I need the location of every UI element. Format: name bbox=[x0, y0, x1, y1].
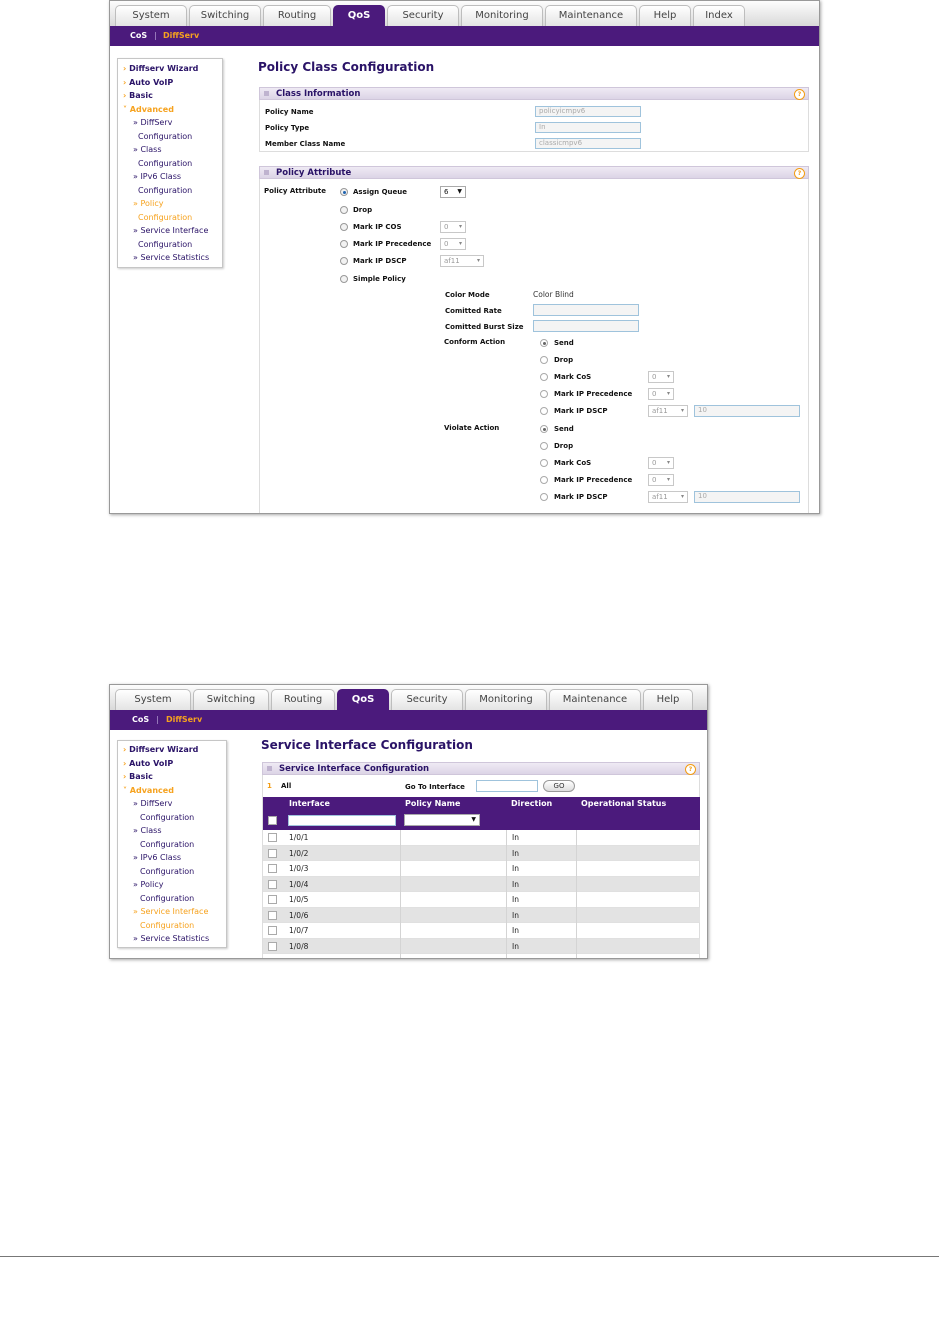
committed-rate-label: Comitted Rate bbox=[445, 307, 502, 315]
row-direction: In bbox=[512, 895, 519, 904]
policy-attr-title: Policy Attribute bbox=[276, 168, 352, 178]
row-checkbox[interactable] bbox=[268, 911, 277, 920]
collapse-icon[interactable] bbox=[267, 766, 272, 771]
table-row[interactable] bbox=[263, 908, 700, 924]
sidebar-item-service-statistics[interactable]: » Service Statistics bbox=[133, 934, 210, 943]
sidebar-item-class-config[interactable]: Configuration bbox=[138, 158, 193, 168]
subnav-cos[interactable]: CoS bbox=[130, 31, 148, 40]
tab-security[interactable]: Security bbox=[387, 5, 459, 26]
goto-interface-label: Go To Interface bbox=[405, 783, 465, 791]
table-row[interactable] bbox=[263, 877, 700, 893]
conform-mark-dscp-radio[interactable] bbox=[540, 407, 548, 415]
policy-name-label: Policy Name bbox=[265, 108, 314, 116]
help-icon[interactable]: ? bbox=[794, 168, 805, 179]
simple-policy-radio[interactable] bbox=[340, 275, 348, 283]
policy-name-field: policyicmpv6 bbox=[535, 106, 641, 117]
violate-cos-select[interactable]: 0 ▾ bbox=[648, 457, 674, 469]
tab-switching[interactable]: Switching bbox=[193, 689, 269, 710]
row-interface: 1/0/5 bbox=[289, 895, 309, 904]
help-icon[interactable]: ? bbox=[685, 764, 696, 775]
chevron-down-icon: ▾ bbox=[458, 223, 462, 230]
violate-send-label: Send bbox=[554, 425, 574, 433]
violate-mark-cos-radio[interactable] bbox=[540, 459, 548, 467]
chevron-down-icon: ▼ bbox=[457, 188, 462, 195]
color-mode-label: Color Mode bbox=[445, 291, 490, 299]
col-direction[interactable]: Direction bbox=[511, 799, 553, 808]
color-mode-value: Color Blind bbox=[533, 290, 574, 299]
violate-dscp-value-input[interactable]: 10 bbox=[694, 491, 800, 503]
collapse-icon[interactable] bbox=[264, 170, 269, 175]
mark-ip-precedence-radio[interactable] bbox=[340, 240, 348, 248]
tab-system[interactable]: System bbox=[115, 5, 187, 26]
violate-drop-radio[interactable] bbox=[540, 442, 548, 450]
tab-security[interactable]: Security bbox=[391, 689, 463, 710]
top-tab-bar bbox=[110, 1, 819, 27]
arrow-icon: › bbox=[123, 64, 130, 73]
tab-system[interactable]: System bbox=[115, 689, 191, 710]
panel-title: Service Interface Configuration bbox=[279, 764, 430, 774]
conform-cos-select[interactable]: 0 ▾ bbox=[648, 371, 674, 383]
sidebar-item-diffserv-config[interactable]: Configuration bbox=[138, 131, 193, 141]
sidebar-item-policy[interactable]: » Policy bbox=[133, 880, 164, 889]
member-class-field: classicmpv6 bbox=[535, 138, 641, 149]
arrow-icon: › bbox=[123, 772, 130, 781]
chevron-down-icon: ▾ bbox=[680, 493, 684, 500]
table-row[interactable] bbox=[263, 923, 700, 939]
violate-drop-label: Drop bbox=[554, 442, 574, 450]
tab-qos[interactable]: QoS bbox=[337, 689, 389, 710]
mark-ip-precedence-select[interactable]: 0 ▾ bbox=[440, 238, 466, 250]
all-label[interactable]: All bbox=[281, 782, 292, 790]
chevron-down-icon: ▾ bbox=[666, 390, 670, 397]
all-count: 1 bbox=[267, 782, 272, 790]
sub-nav-bar bbox=[110, 710, 707, 730]
row-checkbox[interactable] bbox=[268, 880, 277, 889]
conform-send-label: Send bbox=[554, 339, 574, 347]
sub-nav-bar bbox=[110, 26, 819, 46]
mark-ip-precedence-label: Mark IP Precedence bbox=[353, 240, 432, 248]
top-tab-bar bbox=[110, 685, 707, 711]
row-interface: 1/0/7 bbox=[289, 926, 309, 935]
column-divider bbox=[506, 830, 507, 958]
violate-mark-dscp-radio[interactable] bbox=[540, 493, 548, 501]
conform-mark-cos-radio[interactable] bbox=[540, 373, 548, 381]
conform-prec-select[interactable]: 0 ▾ bbox=[648, 388, 674, 400]
sidebar-item-diffserv[interactable]: » DiffServ bbox=[133, 799, 173, 808]
col-interface[interactable]: Interface bbox=[289, 799, 330, 808]
sidebar-item-service-interface[interactable]: » Service Interface bbox=[133, 226, 209, 235]
conform-mark-dscp-label: Mark IP DSCP bbox=[554, 407, 608, 415]
sidebar-item-policy[interactable]: » Policy bbox=[133, 199, 164, 208]
service-interface-header bbox=[262, 762, 700, 775]
sidebar-item-diffserv-wizard[interactable]: › Diffserv Wizard bbox=[123, 64, 199, 73]
tab-help[interactable]: Help bbox=[643, 689, 693, 710]
conform-mark-cos-label: Mark CoS bbox=[554, 373, 592, 381]
sidebar-item-basic[interactable]: › Basic bbox=[123, 91, 153, 100]
drop-label: Drop bbox=[353, 206, 373, 214]
class-info-title: Class Information bbox=[276, 89, 361, 99]
conform-dscp-value-input[interactable]: 10 bbox=[694, 405, 800, 417]
sidebar-item-service-interface-config[interactable]: Configuration bbox=[138, 239, 193, 249]
conform-action-label: Conform Action bbox=[444, 338, 506, 346]
table-header bbox=[263, 797, 700, 811]
mark-ip-cos-radio[interactable] bbox=[340, 223, 348, 231]
violate-mark-dscp-label: Mark IP DSCP bbox=[554, 493, 608, 501]
violate-send-radio[interactable] bbox=[540, 425, 548, 433]
violate-mark-prec-label: Mark IP Precedence bbox=[554, 476, 633, 484]
sidebar-item-ipv6-class[interactable]: » IPv6 Class bbox=[133, 172, 182, 181]
table-row[interactable] bbox=[263, 846, 700, 862]
class-info-panel bbox=[259, 100, 809, 152]
tab-qos[interactable]: QoS bbox=[333, 5, 385, 26]
arrow-icon: › bbox=[123, 758, 130, 768]
chevron-down-icon: ▼ bbox=[471, 816, 476, 823]
sidebar-item-policy-config[interactable]: Configuration bbox=[138, 212, 193, 222]
row-direction: In bbox=[512, 879, 519, 889]
row-direction: In bbox=[512, 941, 519, 951]
conform-send-radio[interactable] bbox=[540, 339, 548, 347]
row-direction: In bbox=[512, 926, 519, 935]
committed-burst-input[interactable] bbox=[533, 320, 639, 332]
sidebar-item-policy-config[interactable]: Configuration bbox=[140, 893, 195, 903]
sidebar-item-service-interface-config[interactable]: Configuration bbox=[140, 920, 195, 930]
sidebar-item-class[interactable]: » Class bbox=[133, 826, 162, 835]
row-checkbox[interactable] bbox=[268, 849, 277, 858]
chevron-down-icon: ▾ bbox=[680, 407, 684, 414]
sidebar-item-advanced[interactable]: ˅ Advanced bbox=[123, 785, 174, 795]
subnav-diffserv[interactable]: DiffServ bbox=[163, 31, 200, 40]
tab-monitoring[interactable]: Monitoring bbox=[465, 689, 547, 710]
tab-monitoring[interactable]: Monitoring bbox=[461, 5, 543, 26]
sidebar-item-diffserv-wizard[interactable]: › Diffserv Wizard bbox=[123, 745, 199, 754]
row-checkbox[interactable] bbox=[268, 864, 277, 873]
assign-queue-label: Assign Queue bbox=[353, 188, 407, 196]
chevron-down-icon: ▾ bbox=[666, 459, 670, 466]
violate-prec-select[interactable]: 0 ▾ bbox=[648, 474, 674, 486]
tab-help[interactable]: Help bbox=[639, 5, 691, 26]
policy-attr-label: Policy Attribute bbox=[264, 187, 326, 195]
column-divider bbox=[576, 830, 577, 958]
conform-drop-label: Drop bbox=[554, 356, 574, 364]
interface-filter-input[interactable] bbox=[288, 815, 396, 826]
sidebar bbox=[117, 58, 223, 268]
mark-ip-cos-select[interactable]: 0 ▾ bbox=[440, 221, 466, 233]
table-filter-row bbox=[263, 811, 700, 830]
sidebar-item-diffserv-config[interactable]: Configuration bbox=[140, 812, 195, 822]
row-interface: 1/0/4 bbox=[289, 879, 309, 889]
mark-ip-cos-label: Mark IP COS bbox=[353, 223, 402, 231]
go-button[interactable]: GO bbox=[543, 780, 575, 792]
conform-mark-prec-label: Mark IP Precedence bbox=[554, 390, 633, 398]
sidebar-item-class[interactable]: » Class bbox=[133, 145, 162, 154]
sidebar-item-service-interface[interactable]: » Service Interface bbox=[133, 907, 209, 916]
row-interface: 1/0/6 bbox=[289, 910, 309, 920]
row-direction: In bbox=[512, 910, 519, 920]
mark-ip-dscp-label: Mark IP DSCP bbox=[353, 257, 407, 265]
col-operational-status[interactable]: Operational Status bbox=[581, 799, 667, 808]
sidebar-item-auto-voip[interactable]: › Auto VoIP bbox=[123, 77, 174, 87]
row-interface: 1/0/8 bbox=[289, 941, 309, 951]
help-icon[interactable]: ? bbox=[794, 89, 805, 100]
tab-routing[interactable]: Routing bbox=[271, 689, 335, 710]
arrow-icon: › bbox=[123, 91, 130, 100]
table-row[interactable] bbox=[263, 830, 700, 846]
row-interface: 1/0/3 bbox=[289, 864, 309, 873]
sidebar-item-basic[interactable]: › Basic bbox=[123, 772, 153, 781]
conform-mark-prec-radio[interactable] bbox=[540, 390, 548, 398]
chevron-down-icon: ▾ bbox=[476, 257, 480, 264]
policy-class-screenshot bbox=[109, 0, 820, 514]
row-checkbox[interactable] bbox=[268, 833, 277, 842]
sidebar-item-ipv6-class-config[interactable]: Configuration bbox=[140, 866, 195, 876]
sidebar-item-ipv6-class[interactable]: » IPv6 Class bbox=[133, 853, 182, 862]
sidebar bbox=[117, 740, 227, 948]
subnav-cos[interactable]: CoS bbox=[132, 715, 150, 724]
sidebar-item-class-config[interactable]: Configuration bbox=[140, 839, 195, 849]
chevron-down-icon: ˅ bbox=[123, 104, 130, 114]
row-interface: 1/0/1 bbox=[289, 833, 309, 842]
sidebar-item-ipv6-class-config[interactable]: Configuration bbox=[138, 185, 193, 195]
policy-type-field: In bbox=[535, 122, 641, 133]
policy-type-label: Policy Type bbox=[265, 124, 310, 132]
class-info-header bbox=[259, 87, 809, 100]
row-checkbox[interactable] bbox=[268, 895, 277, 904]
policy-attr-header bbox=[259, 166, 809, 179]
page-title: Service Interface Configuration bbox=[261, 738, 473, 752]
page-title: Policy Class Configuration bbox=[258, 60, 435, 74]
violate-mark-prec-radio[interactable] bbox=[540, 476, 548, 484]
subnav-separator: | bbox=[154, 31, 157, 40]
row-direction: In bbox=[512, 848, 519, 858]
row-direction: In bbox=[512, 864, 519, 873]
assign-queue-radio[interactable] bbox=[340, 188, 348, 196]
sidebar-item-advanced[interactable]: ˅ Advanced bbox=[123, 104, 174, 114]
chevron-down-icon: ▾ bbox=[458, 240, 462, 247]
row-checkbox[interactable] bbox=[268, 926, 277, 935]
simple-policy-label: Simple Policy bbox=[353, 275, 406, 283]
violate-mark-cos-label: Mark CoS bbox=[554, 459, 592, 467]
tab-routing[interactable]: Routing bbox=[263, 5, 331, 26]
row-interface: 1/0/2 bbox=[289, 848, 309, 858]
tab-maintenance[interactable]: Maintenance bbox=[545, 5, 637, 26]
committed-burst-label: Comitted Burst Size bbox=[445, 323, 524, 331]
tab-maintenance[interactable]: Maintenance bbox=[549, 689, 641, 710]
collapse-icon[interactable] bbox=[264, 91, 269, 96]
chevron-down-icon: ˅ bbox=[123, 785, 130, 795]
service-interface-screenshot bbox=[109, 684, 708, 959]
tab-switching[interactable]: Switching bbox=[189, 5, 261, 26]
page-footer-rule bbox=[0, 1256, 939, 1257]
policy-name-filter-select[interactable] bbox=[404, 814, 480, 826]
table-row[interactable] bbox=[263, 892, 700, 908]
mark-ip-dscp-select[interactable]: af11 ▾ bbox=[440, 255, 484, 267]
goto-interface-input[interactable] bbox=[476, 780, 538, 792]
sidebar-item-auto-voip[interactable]: › Auto VoIP bbox=[123, 758, 174, 768]
member-class-label: Member Class Name bbox=[265, 140, 346, 148]
chevron-down-icon: ▾ bbox=[666, 476, 670, 483]
table-row[interactable] bbox=[263, 939, 700, 955]
committed-rate-input[interactable] bbox=[533, 304, 639, 316]
assign-queue-select[interactable]: 6 ▼ bbox=[440, 186, 466, 198]
row-checkbox[interactable] bbox=[268, 942, 277, 951]
arrow-icon: › bbox=[123, 77, 130, 87]
subnav-diffserv[interactable]: DiffServ bbox=[166, 715, 203, 724]
sidebar-item-diffserv[interactable]: » DiffServ bbox=[133, 118, 173, 127]
mark-ip-dscp-radio[interactable] bbox=[340, 257, 348, 265]
sidebar-item-service-statistics[interactable]: » Service Statistics bbox=[133, 253, 210, 262]
col-policy-name[interactable]: Policy Name bbox=[405, 799, 461, 808]
tab-index[interactable]: Index bbox=[693, 5, 745, 26]
drop-radio[interactable] bbox=[340, 206, 348, 214]
conform-dscp-select[interactable]: af11 ▾ bbox=[648, 405, 688, 417]
service-interface-panel bbox=[262, 775, 700, 958]
column-divider bbox=[400, 830, 401, 958]
row-direction: In bbox=[512, 833, 519, 842]
subnav-separator: | bbox=[156, 715, 159, 724]
conform-drop-radio[interactable] bbox=[540, 356, 548, 364]
policy-attr-panel bbox=[259, 179, 809, 513]
arrow-icon: › bbox=[123, 745, 130, 754]
table-row[interactable] bbox=[263, 861, 700, 877]
chevron-down-icon: ▾ bbox=[666, 373, 670, 380]
violate-dscp-select[interactable]: af11 ▾ bbox=[648, 491, 688, 503]
select-all-checkbox[interactable] bbox=[268, 816, 277, 825]
violate-action-label: Violate Action bbox=[444, 424, 500, 432]
